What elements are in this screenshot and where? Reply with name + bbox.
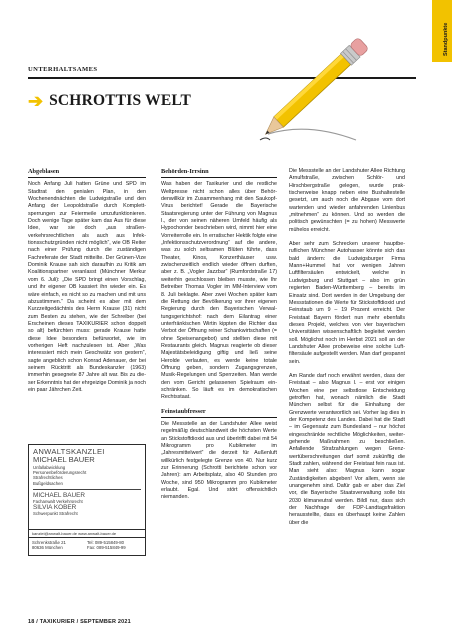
ad-address-line1: Schrenkstraße 21 [32, 540, 66, 545]
ad-website[interactable]: kanzlei@anwalt-bauer.de www.anwalt-bauer.de [29, 529, 145, 538]
ad-phone [87, 540, 145, 550]
article-heading: Behörden-Irrsinn [161, 168, 277, 178]
side-tab-label: Standpunkte [443, 22, 449, 56]
column-abgeblasen [28, 168, 146, 394]
ad-service-item: Unfallabwicklung [33, 465, 66, 470]
ad-address [32, 540, 86, 550]
section-label: UNTERHALTSAMES [28, 66, 98, 73]
ad-person1-name: MICHAEL BAUER [33, 491, 85, 499]
ad-service-item: Strafrechtliches [33, 475, 63, 481]
ad-service-item: Personenbeförderungsrecht [33, 470, 87, 476]
ad-service-item: Bußgeldsachen [33, 480, 63, 486]
article-heading: Feinstaubfresser [161, 408, 277, 418]
page-footer: 18 / TAXIKURIER / SEPTEMBER 2021 [28, 619, 131, 625]
article-body: Die Messstelle an der Landshuter Allee Richtung Arnulfstraße, zwischen Schlör- und Hirschbergstraße gelegen, wurde praktischerweise knapp neben eine Bushaltestelle gesetzt, um auch noch die Abgase vom dort wartenden und wieder anfahrenden Linienbus „mitnehmen“ zu können. Und so werden die politisch gewünschten (= zu hohen) Messwerte mühelos erreicht. [289, 168, 405, 233]
ad-person1-title: Fachanwalt Verkehrsrecht [33, 498, 83, 504]
ad-person2-name: SILVIA KOBER [33, 504, 77, 512]
column-continued [289, 168, 405, 527]
page-headline [28, 92, 191, 110]
ad-firm-line2: MICHAEL BAUER [33, 455, 95, 464]
article-body: Was haben der Taxikurier und die restliche Weltpresse nicht schon alles über Behördenwillkür im Zusammenhang mit den Saukopf-Virus berichtet! Gerade die Bayerische Staatsregierung unter der Führung von Magnus I., der von seinen näheren Umfeld häufig als Hypochonder beschrieben wird, nimmt hier eine Vorreiterrolle ein. In erratischer Hektik folgte eine „Infektionsschutzverordnung“ auf die andere, was zu solch seltsamen Blüten führte, dass Theater, Kinos, Konzerthäuser usw. zwischenzeitlich endlich wieder öffnen durften, aber z. B. „Vogler Jazzbar“ (Rumfordstraße 17) weiterhin geschlossen bleiben musste, wie Ihr Betreiber Thomas Vogler im MM-Interview vom 8. Juli beklagte. Aber zwei Wochen später kam die Rettung der Bevölkerung vor ihrer eigenen Regierung durch den Bayerischen Verwaltungsgerichtshof: nach dem Eilantrag einer unterfränkischen Wirtin kippten die Richter das Verbot der Öffnung reiner Schankwirtschaften (= ohne Speisenangebot) und stellten diese mit Restaurants gleich. Magnus reagierte ob dieser Majestätsbeleidigung giftig und ließ seine Herolde verlauten, es werde keine totale Öffnung geben, sondern Zugangsgrenzen, Musik-Regelungen und Sperrzeiten. Man werde den vom Gericht gelassenen Spielraum einschränken. So läuft es im demokratischen Rechtsstaat. [161, 181, 277, 401]
article-body: Die Messstelle an der Landshuter Allee weist regelmäßig deutschlandweit die höchsten Werte an Stickstoffdioxid aus und überlrifft dabei mit 54 Mikrogramm pro Kubikmeter im „Jahresmittelwert“ die derzeit für Außenluft willkürlich festgelegte Grenze von 40. Nur kurz zur Erinnerung (Schrotti berichtete schon vor Jahren): am Arbeitsplatz, also 40 Stunden pro Woche, sind 950 Mikrogramm pro Kubikmeter erlaubt. Egal. Und stört offensichtlich niemanden. [161, 421, 277, 501]
ad-fax: Fax: 089-515849-99 [87, 545, 126, 551]
ad-address-line2: 80636 München [32, 545, 63, 551]
pencil-illustration [238, 22, 388, 158]
column-behoerden-irrsinn [161, 168, 277, 502]
ad-tel: Tel: 089-515849-80 [87, 540, 125, 545]
headline-text: SCHROTTIS WELT [49, 92, 192, 109]
ad-services [29, 464, 145, 487]
law-firm-advertisement [28, 444, 146, 556]
article-body: Aber sehr zum Schrecken unserer hauptberuflichen Münchner Autohasser könnte sich das bald ändern: die Ludwigsburger Firma Mann+Hummel hat vor wenigen Jahren Luftfiltersäulen entwickelt, welche in Ludwigsburg und Stuttgart – also im grün regierten Baden-Württemberg – bereits im Einsatz sind. Dort werden in der Umgebung der Messstationen die Werte für Stickstoffdioxid und Feinstaub um 9 – 19 Prozent erreicht. Der Freistaat Bayern fördert nun mehr ebenfalls dieses Projekt, welches von vier bayerischen Universitäten wissenschaftlich begleitet werden soll. Möglichst noch im Herbst 2021 soll an der Landshuter Allee probeweise eine solche Luftfiltersäule aufgestellt werden. Man darf gespannt sein. [289, 241, 405, 365]
article-heading: Abgeblasen [28, 168, 146, 178]
section-side-tab [432, 0, 452, 62]
ad-firm-line1: ANWALTSKANZLEI [33, 447, 105, 456]
article-body: Noch Anfang Juli hatten Grüne und SPD im Stadtrat den genialen Plan, in den Wochenendnächten die Ludwigstraße und den Anfang der Leopoldstraße durch Komplettsperrungen zur Feiermeile umzufunktionieren. Doch wenige Tage später kam das Aus für diese Idee, war sie doch „aus straßenverkehrsrechtlichen als auch aus Infektionsschutzgründen nicht möglich“, wie OB Reiter nach einer Prüfung durch die zuständigen Fachreferate der Stadt mitteilte. Der Grünen-Vize Dominik Krause sah sich daraufhin zu Kritik am Koalitionspartner veranlasst (Münchner Merkur vom 6. Juli): „Die SPD bringt einen Vorschlag, und ihr eigener OB kassiert ihn wieder ein. Es wäre einfach, es nicht so zu machen und mit uns abzustimmen.“ Da scheint es aber mit dem Kurzzeitgedächtnis des Herrn Krause (31) nicht zum Besten zu stehen, wie der Schreiber (bei Erscheinen dieses TAXIKURIER schon doppelt so alt) befürchten muss: gerade Krause hatte diese Idee besonders befürwortet, wie im vorherigen Heft nachzulesen ist. Aber „Was interessiert mich mein Geschwätz von gestern“, sagte angeblich schon Konrad Adenauer, der bei seinem Rücktritt als Bundeskanzler (1963) immerhin gesegnete 87 Jahre alt war. Bis zu dieser Erkenntnis hat der ehrgeizige Dominik ja noch ein paar Jährchen Zeit. [28, 181, 146, 393]
article-body: Am Rande darf noch erwähnt werden, dass der Freistaat – also Magnus I. – erst vor einigen Wochen eine per selbstlose Entscheidung getroffen hat, wonach nämlich die Stadt München selbst für die Einhaltung der Grenzwerte verantwortlich sei. Vorher lag dies in der Kompetenz des Landes. Dabei hat die Stadt – im Gegensatz zum Bundesland – nur höchst eingeschränkte rechtliche Möglichkeiten, weitergehende Maßnahmen zu beschließen. Anfallende Strafzahlungen wegen Grenzwertüberschreitungen darf somit zukünftig die Stadt zahlen, während der Freistaat fein raus ist. Man sieht also: Magnus kann sogar Zuständigkeiten abgeben! Vor allem, wenn sie unangenehm sind. Dafür gab er aber das Ziel vor, die Bayerische Staatsverwaltung solle bis 2030 klimaneutral werden. Bildl nur, dass sich der Nachfrage der FDP-Landtagsfraktion herausstellte, dass es überhaupt keine Zahlen über die [289, 372, 405, 526]
ad-person2-title: Schwerpunkt Strafrecht [33, 511, 78, 517]
arrow-icon: ➔ [28, 91, 44, 111]
